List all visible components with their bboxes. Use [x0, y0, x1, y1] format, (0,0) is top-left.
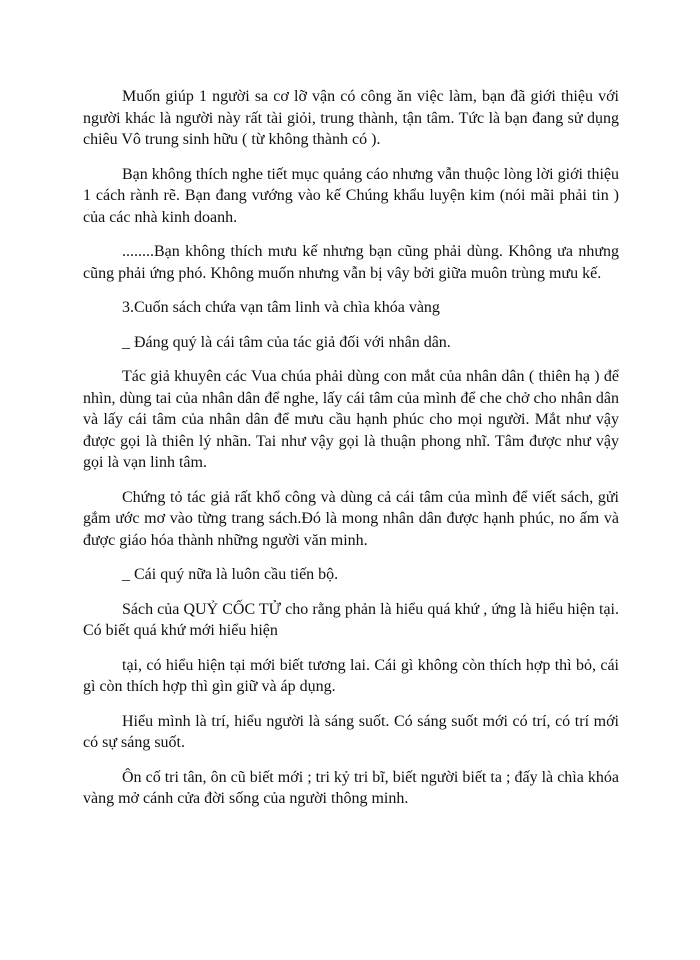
- paragraph-on-co-tri-tan: Ôn cố tri tân, ôn cũ biết mới ; tri kỷ tri bĩ, biết người biết ta ; đấy là chìa khóa vàng mở cánh cửa đời sống của người thông minh.: [83, 768, 619, 807]
- paragraph-muu-ke: ........Bạn không thích mưu kế nhưng bạn cũng phải dùng. Không ưa nhưng cũng phải ứng phó. Không muốn nhưng vẫn bị vây bởi giữa muôn trùng mưu kế.: [83, 243, 619, 282]
- document-page: [83, 86, 619, 823]
- section-heading-3: 3.Cuốn sách chứa vạn tâm linh và chìa khóa vàng: [122, 299, 440, 316]
- paragraph-quy-coc-tu: Sách của QUỶ CỐC TỬ cho rằng phản là hiểu quá khứ , ứng là hiểu hiện tại. Có biết quá khứ mới hiểu hiện: [83, 600, 619, 639]
- paragraph-tac-gia-khuyen: Tác giả khuyên các Vua chúa phải dùng con mắt của nhân dân ( thiên hạ ) để nhìn, dùng tai của nhân dân để nghe, lấy cái tâm của mình để che chở cho nhân dân và lấy cái tâm của nhân dân để mưu cầu hạnh phúc cho mọi người. Mắt như vậy được gọi là thiên lý nhãn. Tai như vậy gọi là thuận phong nhĩ. Tâm được như vậy gọi là vạn linh tâm.: [83, 368, 619, 471]
- paragraph-hieu-minh: Hiểu mình là trí, hiểu người là sáng suốt. Có sáng suốt mới có trí, có trí mới có sự sáng suốt.: [83, 712, 619, 751]
- paragraph-chung-khau-luyen-kim: Bạn không thích nghe tiết mục quảng cáo nhưng vẫn thuộc lòng lời giới thiệu 1 cách rành rẽ. Bạn đang vướng vào kế Chúng khẩu luyện kim (nói mãi phải tin ) của các nhà kinh doanh.: [83, 165, 619, 226]
- bullet-dang-quy: _ Đáng quý là cái tâm của tác giả đối với nhân dân.: [122, 333, 451, 351]
- paragraph-vo-trung-sinh-huu: Muốn giúp 1 người sa cơ lỡ vận có công ăn việc làm, bạn đã giới thiệu với người khác là người này rất tài giỏi, trung thành, tận tâm. Tức là bạn đang sử dụng chiêu Vô trung sinh hữu ( từ không thành có ).: [83, 88, 619, 148]
- paragraph-hien-tai-tuong-lai: tại, có hiểu hiện tại mới biết tương lai. Cái gì không còn thích hợp thì bỏ, cái gì còn thích hợp thì gìn giữ và áp dụng.: [83, 656, 619, 695]
- paragraph-chung-to: Chứng tỏ tác giả rất khổ công và dùng cả cái tâm của mình để viết sách, gửi gắm ước mơ vào từng trang sách.Đó là mong nhân dân được hạnh phúc, no ấm và được giáo hóa thành những người văn minh.: [83, 488, 619, 549]
- bullet-cai-quy-nua: _ Cái quý nữa là luôn cầu tiến bộ.: [122, 566, 339, 583]
